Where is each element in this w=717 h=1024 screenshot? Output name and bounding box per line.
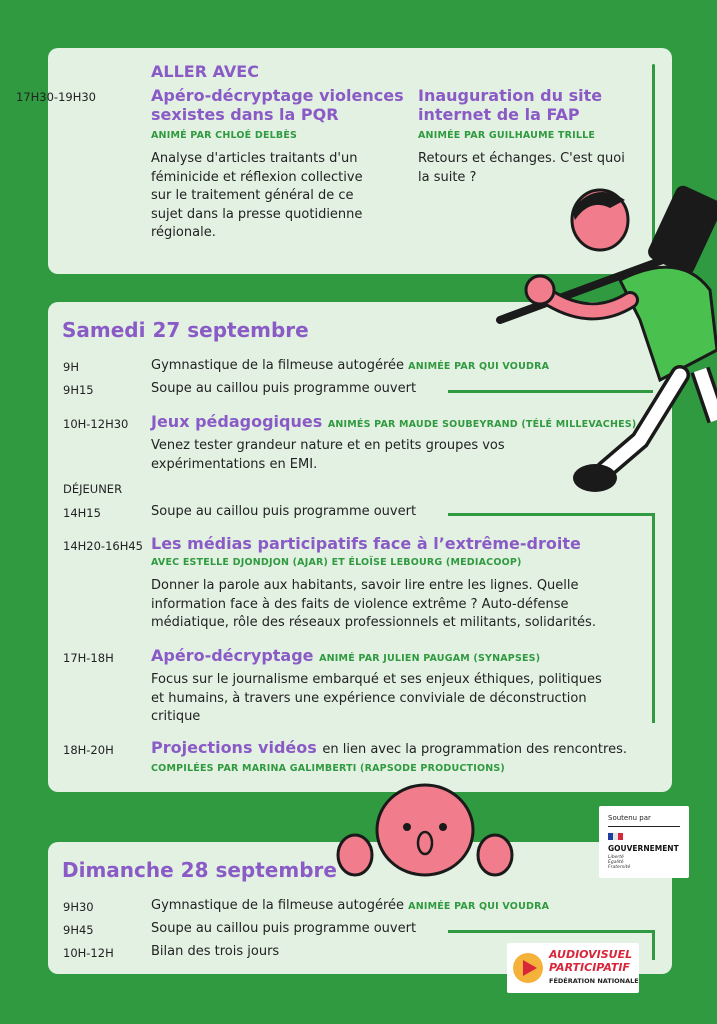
time-label: 9H15 [63, 383, 94, 397]
schedule-item: Soupe au caillou puis programme ouvert [151, 921, 417, 936]
time-label: 17H30-19H30 [16, 90, 96, 104]
schedule-item: Gymnastique de la filmeuse autogérée ANIMÉE PAR QUI VOUDRA [151, 358, 550, 373]
event-title: Jeux pédagogiques ANIMÉS PAR MAUDE SOUBEYRAND (TÉLÉ MILLEVACHES) [151, 412, 637, 431]
event-description: Focus sur le journalisme embarqué et ses enjeux éthiques, politiques et humains, à travers une expérience conviviale de déconstruction critique [151, 672, 602, 724]
day-title: Samedi 27 septembre [62, 318, 309, 342]
decorative-line [448, 513, 653, 516]
decorative-line [652, 513, 655, 723]
event-description: Venez tester grandeur nature et en petits groupes vos expérimentations en EMI. [151, 438, 505, 472]
event-title: Projections vidéos en lien avec la programmation des rencontres. [151, 738, 627, 757]
schedule-item: Soupe au caillou puis programme ouvert [151, 381, 417, 396]
fap-logo: AUDIOVISUEL PARTICIPATIF FÉDÉRATION NATIONALE [507, 943, 639, 993]
time-label: 14H20-16H45 [63, 539, 143, 553]
time-label: 10H-12H30 [63, 417, 129, 431]
event-title: Les médias participatifs face à l’extrême-droite [151, 534, 581, 553]
time-label: 9H45 [63, 923, 94, 937]
event-title-line1: Inauguration du site [418, 86, 603, 105]
event-title: Apéro-décryptage ANIMÉ PAR JULIEN PAUGAM (SYNAPSES) [151, 646, 541, 665]
schedule-item: Soupe au caillou puis programme ouvert [151, 504, 417, 519]
card-header: ALLER AVEC [151, 62, 259, 81]
decorative-line [448, 930, 653, 933]
time-label: 9H30 [63, 900, 94, 914]
event-description: Donner la parole aux habitants, savoir lire entre les lignes. Quelle information face à des faits de violence extrême ? Auto-défense médiatique, rôle des réseaux professionnels et militants, solidarités. [151, 578, 596, 630]
time-label: 17H-18H [63, 651, 114, 665]
event-description: Retours et échanges. C'est quoi la suite ? [418, 151, 625, 185]
event-animator: COMPILÉES PAR MARINA GALIMBERTI (RAPSODE PRODUCTIONS) [151, 763, 505, 774]
event-title-line1: Apéro-décryptage violences [151, 86, 404, 105]
schedule-item: Gymnastique de la filmeuse autogérée ANIMÉE PAR QUI VOUDRA [151, 898, 550, 913]
decorative-line [652, 930, 655, 960]
event-animator: ANIMÉ PAR CHLOÉ DELBÈS [151, 130, 298, 141]
government-logo: Soutenu par GOUVERNEMENT Liberté Égalité Fraternité [599, 806, 689, 878]
day-title: Dimanche 28 septembre [62, 858, 337, 882]
cameraman-illustration [490, 180, 717, 510]
event-animator: ANIMÉE PAR GUILHAUME TRILLE [418, 130, 596, 141]
event-description: Analyse d'articles traitants d'un féminicide et réflexion collective sur le traitement général de ce sujet dans la presse quotidienne régionale. [151, 151, 363, 240]
event-animator: AVEC ESTELLE DJONDJON (AJAR) ET ÉLOÏSE LEBOURG (MEDIACOOP) [151, 557, 522, 568]
event-title-line2: sexistes dans la PQR [151, 105, 339, 124]
time-label: 18H-20H [63, 743, 114, 757]
peeking-person-illustration [335, 775, 515, 885]
time-label: 9H [63, 360, 79, 374]
schedule-item: Bilan des trois jours [151, 944, 280, 959]
event-title-line2: internet de la FAP [418, 105, 580, 124]
time-label: 10H-12H [63, 946, 114, 960]
play-icon [511, 951, 545, 985]
time-label: 14H15 [63, 506, 101, 520]
time-label: DÉJEUNER [63, 482, 123, 496]
